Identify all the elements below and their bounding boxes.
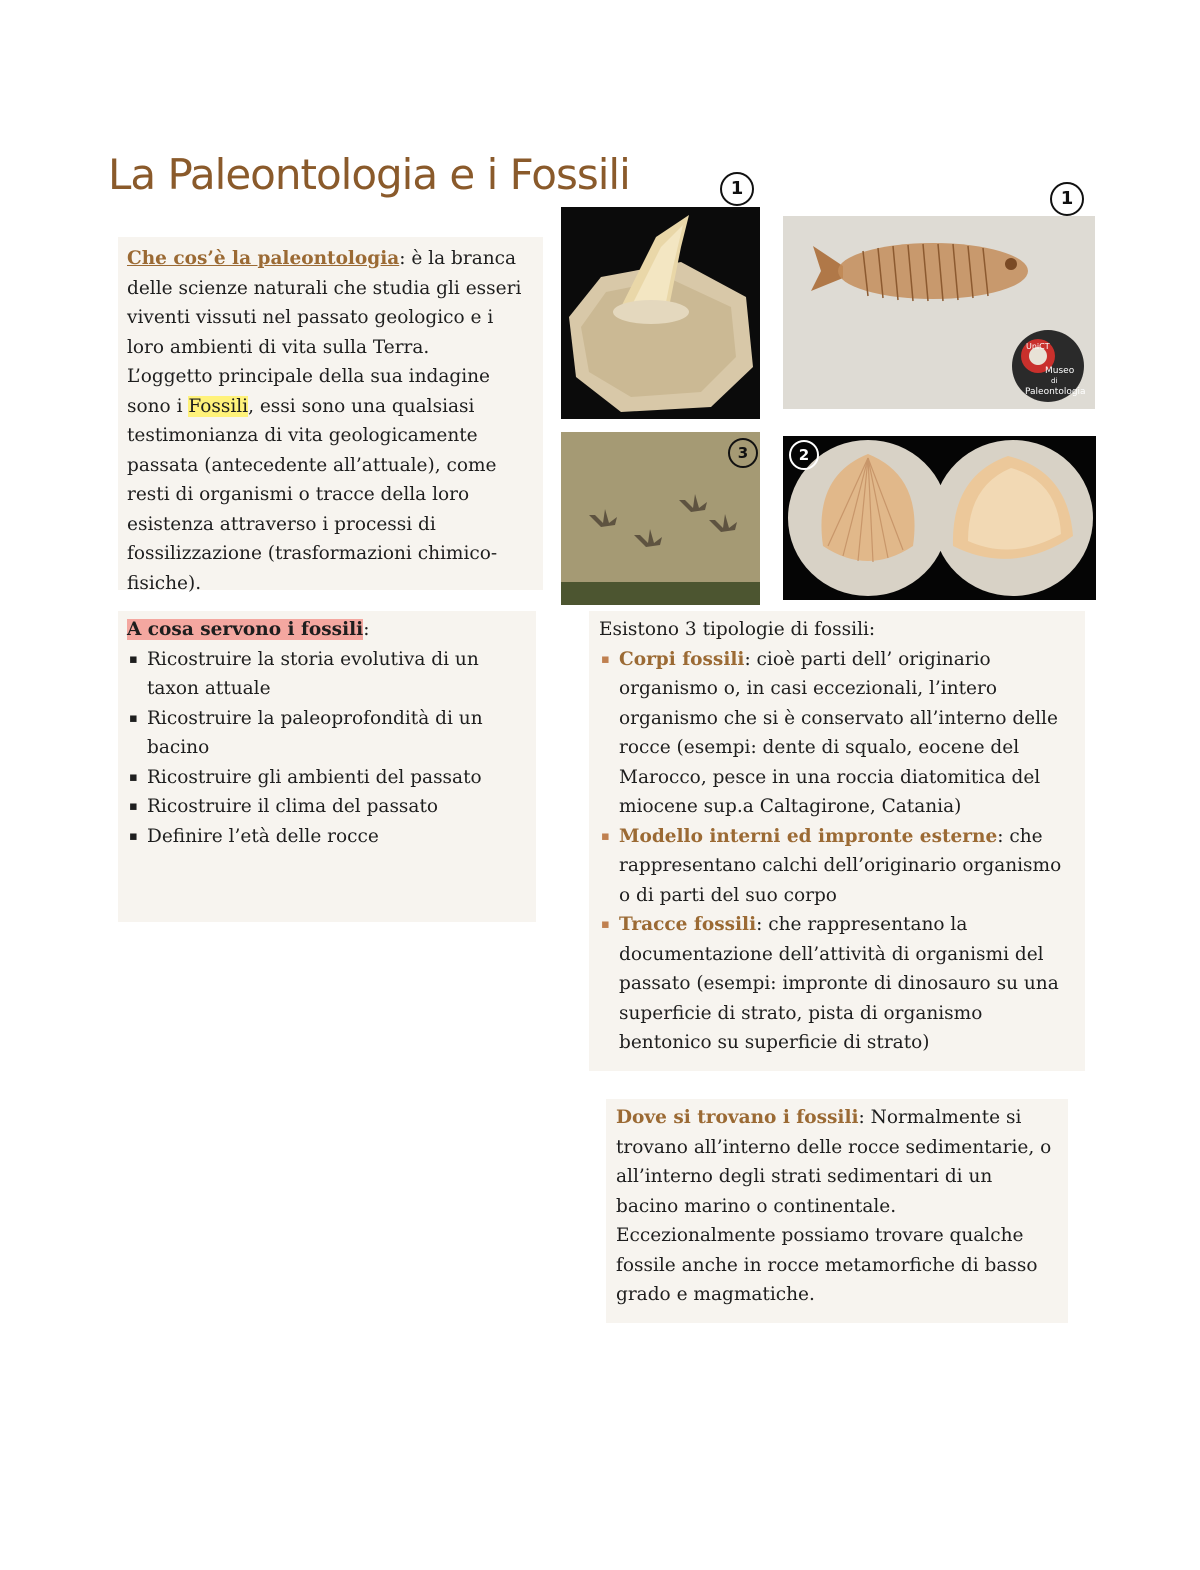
figure-number-badge: 2 xyxy=(789,440,819,470)
list-item: ▪ Ricostruire gli ambienti del passato xyxy=(127,763,528,793)
fossil-shell-photo xyxy=(783,436,1096,600)
list-item: ▪ Ricostruire il clima del passato xyxy=(127,792,528,822)
intro-paragraph-2b: , essi sono una qualsiasi testimonianza di vita geologicamente passata (antecedente all’attuale), come resti di organismi o tracce della loro esistenza attraverso i processi di fossilizzazione (trasformazioni chimico-fisiche). xyxy=(127,395,498,594)
list-item: ▪ Ricostruire la storia evolutiva di un taxon attuale xyxy=(127,645,528,704)
list-item: ▪ Ricostruire la paleoprofondità di un bacino xyxy=(127,704,528,763)
museum-logo-name: UniCT xyxy=(1026,342,1050,351)
type-term: Corpi fossili xyxy=(619,648,745,670)
figure-number-badge: 1 xyxy=(720,172,754,206)
shark-tooth-photo xyxy=(561,207,760,419)
type-description: : che rappresentano la documentazione dell’attività di organismi del passato (esempi: impronte di dinosauro su una superficie di strato, pista di organismo bentonico su superficie di strato) xyxy=(619,914,1059,1053)
list-item xyxy=(599,645,1077,822)
dinosaur-tracks-photo xyxy=(561,432,760,605)
museum-logo-line1: Museo xyxy=(1045,366,1075,376)
type-term: Modello interni ed impronte esterne xyxy=(619,825,998,847)
uses-list xyxy=(127,645,528,852)
intro-paragraph-2a: L’oggetto principale della sua indagine sono i xyxy=(127,366,490,417)
museum-logo-line3: Paleontologia xyxy=(1025,387,1086,397)
list-item: ▪ Definire l’età delle rocce xyxy=(127,822,528,852)
page-title: La Paleontologia e i Fossili xyxy=(108,150,630,199)
figure-number-badge: 1 xyxy=(1050,182,1084,216)
fossil-fish-photo xyxy=(783,216,1095,409)
uses-colon: : xyxy=(363,619,370,640)
where-heading: Dove si trovano i fossili xyxy=(616,1107,859,1128)
type-description: : cioè parti dell’ originario organismo o, in casi eccezionali, l’intero organismo che si è conservato all’interno delle rocce (esempi: dente di squalo, eocene del Marocco, pesce in una roccia diatomitica del miocene sup.a Caltagirone, Catania) xyxy=(619,648,1058,817)
intro-paragraph-1: : è la branca delle scienze naturali che studia gli esseri viventi vissuti nel passato geologico e i loro ambienti di vita sulla Terra. xyxy=(127,248,522,358)
intro-heading: Che cos’è la paleontologia xyxy=(127,248,400,269)
uses-box xyxy=(118,611,536,922)
where-paragraph-2: Eccezionalmente possiamo trovare qualche fossile anche in rocce metamorfiche di basso grado e magmatiche. xyxy=(616,1225,1038,1305)
types-box xyxy=(589,611,1085,1071)
type-description: : che rappresentano calchi dell’originario organismo o di parti del suo corpo xyxy=(619,825,1062,906)
museum-logo-line2: di xyxy=(1051,377,1058,385)
where-box xyxy=(606,1099,1068,1323)
types-list xyxy=(599,645,1077,1058)
type-term: Tracce fossili xyxy=(619,914,757,935)
uses-heading: A cosa servono i fossili xyxy=(127,619,364,640)
fossili-highlight: Fossili xyxy=(188,395,249,417)
figure-number-badge: 3 xyxy=(728,438,758,468)
intro-box xyxy=(118,237,543,594)
list-item xyxy=(599,822,1077,911)
types-intro: Esistono 3 tipologie di fossili: xyxy=(599,619,876,640)
list-item xyxy=(599,910,1077,1058)
where-paragraph-1: : Normalmente si trovano all’interno delle rocce sedimentarie, o all’interno degli strati sedimentari di un bacino marino o continentale. xyxy=(616,1107,1052,1217)
